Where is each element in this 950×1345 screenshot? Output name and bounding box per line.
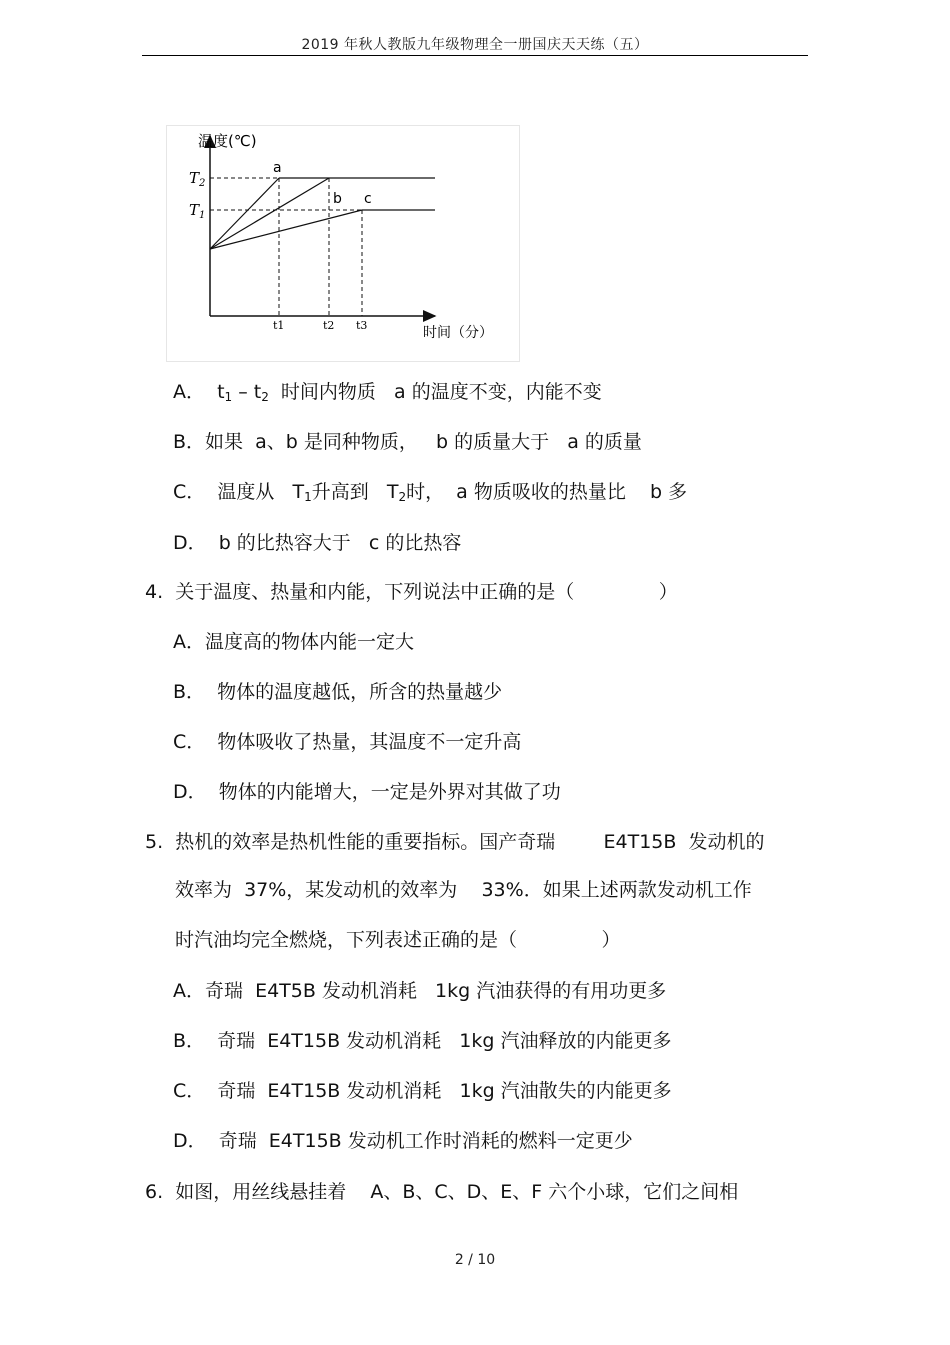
q5-stem-line3: 时汽油均完全燃烧，下列表述正确的是（ ） [175, 929, 621, 951]
q5-option-a: A．奇瑞 E4T5B 发动机消耗 1kg 汽油获得的有用功更多 [173, 980, 667, 1002]
tick-t3-label: t3 [356, 319, 368, 332]
q4-option-c: C． 物体吸收了热量，其温度不一定升高 [173, 731, 522, 753]
q3-option-d: D． b 的比热容大于 c 的比热容 [173, 532, 462, 554]
page-header: 2019 年秋人教版九年级物理全一册国庆天天练（五） [301, 37, 649, 53]
point-a-label: a [273, 160, 282, 176]
point-c-label: c [364, 191, 372, 207]
q4-option-a: A．温度高的物体内能一定大 [173, 631, 414, 653]
t2-label: $T_2$ [189, 169, 206, 189]
q5-option-d: D． 奇瑞 E4T15B 发动机工作时消耗的燃料一定更少 [173, 1130, 633, 1152]
temperature-time-graph [166, 125, 520, 362]
q5-stem-line2: 效率为 37%，某发动机的效率为 33%．如果上述两款发动机工作 [175, 879, 752, 901]
tick-t1-label: t1 [273, 319, 285, 332]
q5-option-c: C． 奇瑞 E4T15B 发动机消耗 1kg 汽油散失的内能更多 [173, 1080, 672, 1102]
q6-stem: 6. 如图，用丝线悬挂着 A、B、C、D、E、F 六个小球，它们之间相 [145, 1181, 739, 1203]
header-rule [142, 55, 808, 56]
curve-b [210, 178, 329, 249]
q4-stem: 4. 关于温度、热量和内能，下列说法中正确的是（ ） [145, 581, 678, 603]
graph-svg [167, 126, 519, 361]
q3-option-b: B．如果 a、b 是同种物质， b 的质量大于 a 的质量 [173, 431, 642, 453]
q3-option-c: C． 温度从 $T_1$升高到 $T_2$时， a 物质吸收的热量比 b 多 [173, 481, 688, 504]
q3-option-a: A． $t_1 - t_2$ 时间内物质 a 的温度不变，内能不变 [173, 381, 602, 404]
q5-option-b: B． 奇瑞 E4T15B 发动机消耗 1kg 汽油释放的内能更多 [173, 1030, 672, 1052]
q4-option-d: D． 物体的内能增大，一定是外界对其做了功 [173, 781, 561, 803]
y-axis-label: 温度(℃) [198, 132, 257, 150]
x-axis-label: 时间（分） [423, 325, 493, 341]
page-number: 2 / 10 [454, 1252, 496, 1268]
curve-c [210, 210, 362, 249]
q4-option-b: B． 物体的温度越低，所含的热量越少 [173, 681, 503, 703]
t1-label: $T_1$ [189, 201, 206, 221]
point-b-label: b [333, 191, 342, 207]
tick-t2-label: t2 [323, 319, 335, 332]
q5-stem-line1: 5. 热机的效率是热机性能的重要指标。国产奇瑞 E4T15B 发动机的 [145, 831, 765, 853]
